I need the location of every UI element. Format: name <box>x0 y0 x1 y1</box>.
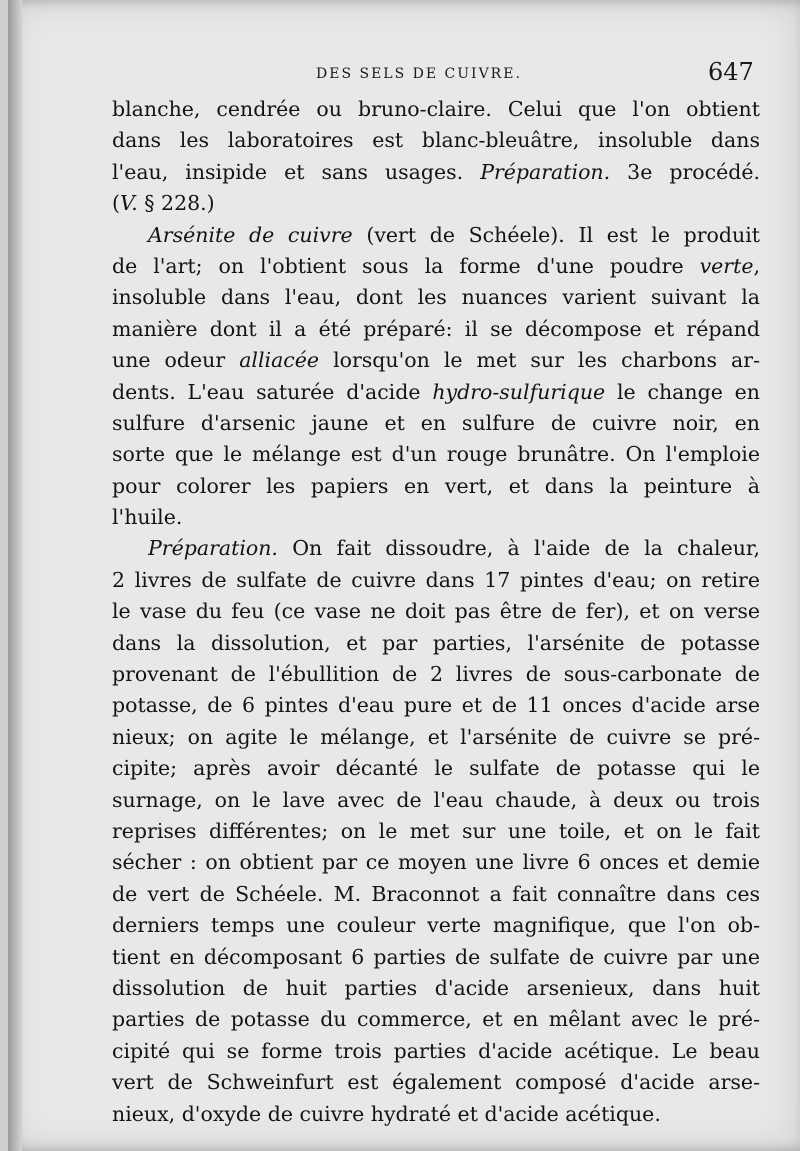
text-run: l'huile. <box>112 505 183 530</box>
text-line <box>112 471 760 502</box>
text-run: dans la dissolution, et par parties, l'arsénite de potasse <box>112 630 760 655</box>
text-line <box>112 910 760 941</box>
text-line <box>112 659 760 690</box>
text-run: sulfure d'arsenic jaune et en sulfure de cuivre noir, en <box>112 410 760 435</box>
italic-text: V. <box>120 191 138 216</box>
text-line <box>112 942 760 973</box>
text-run: reprises différentes; on le met sur une toile, et on le fait <box>112 818 760 843</box>
text-run: sorte que le mélange est d'un rouge brunâtre. On l'emploie <box>112 442 760 467</box>
text-line <box>112 847 760 878</box>
text-run: 3e procédé. <box>610 159 760 184</box>
italic-text: Arsénite de cuivre <box>148 222 353 247</box>
text-run: l'eau, insipide et sans usages. <box>112 159 481 184</box>
text-run: ( <box>112 191 120 216</box>
text-run: lorsqu'on le met sur les charbons ar- <box>319 348 760 373</box>
text-run: sécher : on obtient par ce moyen une livre 6 onces et demie <box>112 850 760 875</box>
text-run: cipite; après avoir décanté le sulfate de potasse qui le <box>112 756 760 781</box>
text-line <box>112 1099 760 1130</box>
page-gutter-shadow <box>8 0 22 1151</box>
text-run: 2 livres de sulfate de cuivre dans 17 pintes d'eau; on retire <box>112 567 760 592</box>
text-run: cipité qui se forme trois parties d'acide acétique. Le beau <box>112 1038 760 1063</box>
text-run: nieux; on agite le mélange, et l'arsénite de cuivre se pré- <box>112 724 760 749</box>
text-line <box>112 502 760 533</box>
text-run: derniers temps une couleur verte magnifique, que l'on ob- <box>112 913 760 938</box>
italic-text: Préparation. <box>148 536 278 561</box>
text-line <box>112 345 760 376</box>
text-run: de vert de Schéele. M. Braconnot a fait connaître dans ces <box>112 881 760 906</box>
text-line <box>112 188 760 219</box>
text-line <box>112 157 760 188</box>
text-run: nieux, d'oxyde de cuivre hydraté et d'acide acétique. <box>112 1101 661 1126</box>
text-line <box>112 1067 760 1098</box>
book-page <box>8 0 800 1151</box>
page-number: 647 <box>708 58 754 86</box>
text-run: dans les laboratoires est blanc-bleuâtre, insoluble dans <box>112 128 760 153</box>
text-line <box>112 408 760 439</box>
text-run: surnage, on le lave avec de l'eau chaude, à deux ou trois <box>112 787 760 812</box>
text-run: , <box>753 253 760 278</box>
text-line <box>112 377 760 408</box>
text-line <box>112 314 760 345</box>
text-line <box>112 251 760 282</box>
text-run: parties de potasse du commerce, et en mêlant avec le pré- <box>112 1007 760 1032</box>
running-title: DES SELS DE CUIVRE. <box>316 66 522 82</box>
text-line <box>112 220 760 251</box>
italic-text: hydro-sulfurique <box>432 379 606 404</box>
text-line <box>112 94 760 125</box>
text-line <box>112 125 760 156</box>
text-run: dissolution de huit parties d'acide arsenieux, dans huit <box>112 975 760 1000</box>
text-run: manière dont il a été préparé: il se décompose et répand <box>112 316 760 341</box>
text-run: potasse, de 6 pintes d'eau pure et de 11 onces d'acide arse <box>112 693 760 718</box>
text-run: pour colorer les papiers en vert, et dans la peinture à <box>112 473 760 498</box>
text-line <box>112 282 760 313</box>
text-line <box>112 533 760 564</box>
italic-text: Préparation. <box>480 159 611 184</box>
text-line <box>112 973 760 1004</box>
text-run: insoluble dans l'eau, dont les nuances varient suivant la <box>112 285 760 310</box>
text-run: On fait dissoudre, à l'aide de la chaleur, <box>277 536 760 561</box>
text-line <box>112 1036 760 1067</box>
text-line <box>112 439 760 470</box>
text-line <box>112 816 760 847</box>
text-line <box>112 722 760 753</box>
text-line <box>112 753 760 784</box>
italic-text: alliacée <box>239 348 320 373</box>
text-run: le change en <box>605 379 760 404</box>
text-line <box>112 628 760 659</box>
text-run: le vase du feu (ce vase ne doit pas être de fer), et on verse <box>112 599 760 624</box>
text-run: dents. L'eau saturée d'acide <box>112 379 433 404</box>
text-run: tient en décomposant 6 parties de sulfate de cuivre par une <box>112 944 760 969</box>
text-line <box>112 596 760 627</box>
italic-text: verte <box>699 253 754 278</box>
body-text <box>112 94 760 1130</box>
text-run: § 228.) <box>137 191 215 216</box>
text-run: vert de Schweinfurt est également composé d'acide arse- <box>112 1070 760 1095</box>
text-line <box>112 1004 760 1035</box>
text-run: blanche, cendrée ou bruno-claire. Celui que l'on obtient <box>112 97 760 121</box>
text-line <box>112 879 760 910</box>
text-line <box>112 785 760 816</box>
text-line <box>112 690 760 721</box>
text-line <box>112 565 760 596</box>
text-run: une odeur <box>112 348 240 373</box>
text-run: de l'art; on l'obtient sous la forme d'une poudre <box>112 253 700 278</box>
text-run: provenant de l'ébullition de 2 livres de sous-carbonate de <box>112 662 760 687</box>
running-head <box>8 58 800 88</box>
text-run: (vert de Schéele). Il est le produit <box>352 222 760 247</box>
